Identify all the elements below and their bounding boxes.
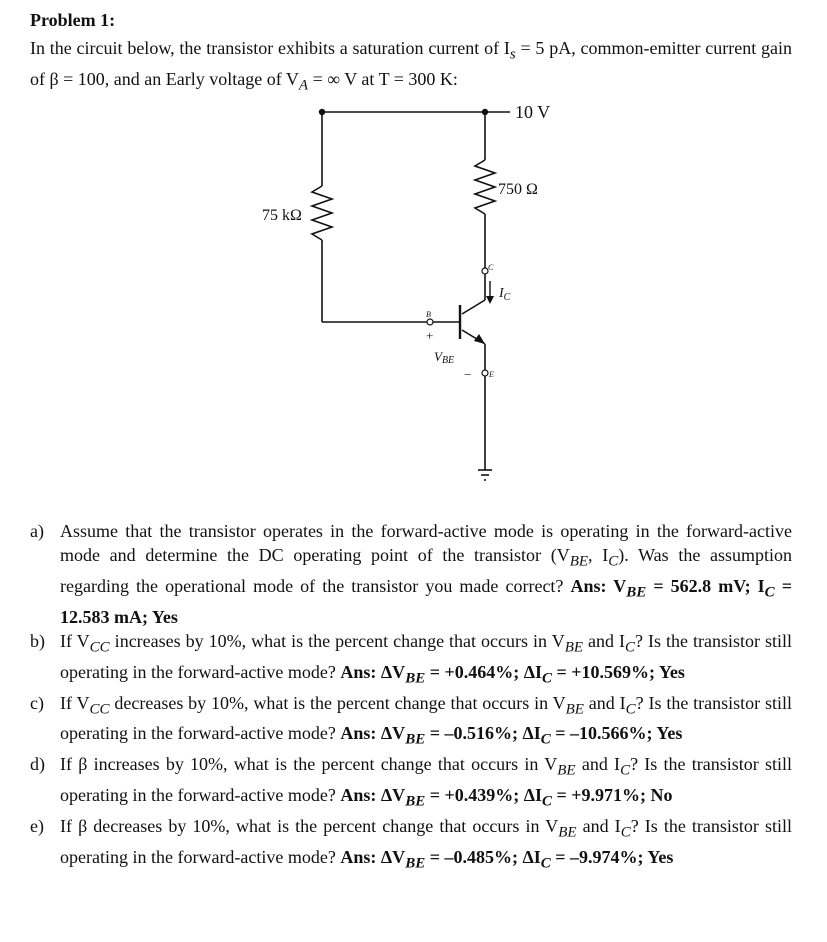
collector-node-label: C [488, 263, 494, 272]
answer-a: Ans: $V_{BE} = 562.8$ mV; $I_C = 12.583$ mA; Yes [60, 576, 792, 627]
ic-arrow-head [486, 296, 494, 304]
question-label: a) [30, 521, 44, 541]
question-label: c) [30, 692, 44, 713]
emitter-terminal [482, 370, 488, 376]
supply-label: 10 V [515, 102, 551, 122]
node-top-left [319, 109, 325, 115]
answer-d: Ans: $\Delta V_{BE} = +0.439\%$; $\Delta I_C = +9.971\%$; No [340, 784, 673, 810]
rb-label: 75 kΩ [262, 207, 302, 224]
ic-label: $I_C$ [499, 286, 511, 303]
emitter-arrow [474, 334, 485, 344]
collector-diagonal [462, 300, 485, 314]
node-top-right [482, 109, 488, 115]
vbe-minus-sign: − [464, 367, 472, 382]
answer-e: Ans: $\Delta V_{BE} = -0.485\%$; $\Delta I_C = -9.974\%$; Yes [340, 846, 674, 872]
rc-resistor [475, 160, 495, 214]
question-d: d) If β increases by 10%, what is the percent change that occurs in $V_{BE}$ and $I_C$? Is the transistor still operating in the forward-active mode? Ans: $\Delta V_{BE} = +0.439\%$; $\Delta I_C = +9.971\%$; No [30, 754, 793, 810]
base-node-label: B [426, 310, 431, 319]
answer-c: Ans: $\Delta V_{BE} = -0.516\%$; $\Delta I_C = -10.566\%$; Yes [340, 723, 683, 748]
base-terminal [427, 319, 433, 325]
vbe-plus-sign: + [426, 328, 434, 343]
question-label: e) [30, 815, 44, 836]
problem-statement: In the circuit below, the transistor exhibits a saturation current of $I_s = 5$ pA, common-emitter current gain of β = 100, and an Early voltage of $V_A$ = ∞ V at T = 300 K: [30, 38, 792, 94]
question-e: e) If β decreases by 10%, what is the percent change that occurs in $V_{BE}$ and $I_C$? Is the transistor still operating in the forward-active mode? Ans: $\Delta V_{BE} = -0.485\%$; $\Delta I_C = -9.974\%$; Yes [30, 815, 793, 872]
question-list [30, 519, 792, 875]
question-a: a) Assume that the transistor operates in the forward-active mode is operating in the forward-active mode and determine the DC operating point of the transistor ($V_{BE}$, $I_C$). Was the assumption regarding the operational mode of the transistor you made correct? Ans: $V_{BE} = 562.8$ mV; $I_C = 12.583$ mA; Yes [30, 521, 793, 627]
question-label: b) [30, 631, 45, 651]
answer-b: Ans: $\Delta V_{BE} = +0.464\%$; $\Delta I_C = +10.569\%$; Yes [340, 661, 685, 687]
problem-title: Problem 1: [30, 10, 116, 30]
emitter-node-label: E [489, 370, 494, 379]
question-b: b) If $V_{CC}$ increases by 10%, what is the percent change that occurs in $V_{BE}$ and $I_C$? Is the transistor still operating in the forward-active mode? Ans: $\Delta V_{BE} = +0.464\%$; $\Delta I_C = +10.569\%$; Yes [30, 631, 793, 687]
question-label: d) [30, 754, 45, 775]
rb-resistor [312, 186, 332, 240]
question-c: c) If $V_{CC}$ decreases by 10%, what is the percent change that occurs in $V_{BE}$ and $I_C$? Is the transistor still operating in the forward-active mode? Ans: $\Delta V_{BE} = -0.516\%$; $\Delta I_C = -10.566\%$; Yes [30, 692, 792, 748]
vbe-label: VBE [434, 349, 455, 366]
rc-label: 750 Ω [498, 181, 538, 198]
